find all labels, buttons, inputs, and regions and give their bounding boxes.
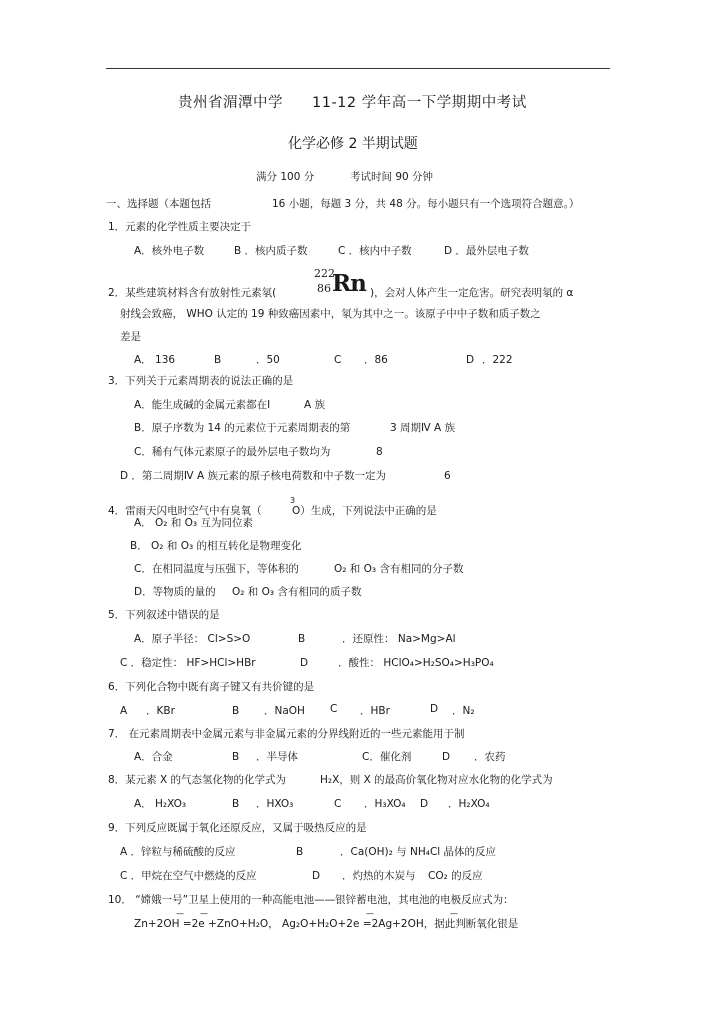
- q4-option-d-1: D．等物质的量的: [134, 586, 216, 598]
- q1-option-b: B ．核内质子数: [234, 245, 308, 257]
- school-name: 贵州省湄潭中学: [178, 95, 283, 111]
- q10-minus-1: —: [176, 909, 184, 918]
- section-instructions-b: 16 小题，每题 3 分，共 48 分。每小题只有一个选项符合题意。）: [272, 198, 580, 210]
- q9-stem: 9．下列反应既属于氧化还原反应，又属于吸热反应的是: [108, 822, 367, 834]
- q10-stem: 10． “嫦娥一号”卫星上使用的一种高能电池——银锌蓄电池，其电池的电极反应式为：: [108, 894, 514, 906]
- q1-stem: 1．元素的化学性质主要决定于: [108, 221, 252, 233]
- q6-option-c-value: ．HBr: [360, 705, 390, 717]
- q5-option-c: C ．稳定性： HF>HCl>HBr: [120, 657, 256, 669]
- q5-option-d-value: ．酸性： HClO₄>H₂SO₄>H₃PO₄: [338, 657, 494, 669]
- q7-option-b-value: ．半导体: [256, 751, 298, 763]
- nuclide-atomic-number: 86: [317, 282, 331, 295]
- q2-option-a: A． 136: [134, 354, 176, 366]
- q3-option-c-2: 8: [376, 446, 383, 458]
- q6-option-b-value: ．NaOH: [264, 705, 305, 717]
- q4-option-d-2: O₂ 和 O₃ 含有相同的质子数: [232, 586, 362, 598]
- q7-option-c: C．催化剂: [362, 751, 412, 763]
- q7-option-d-value: ．农药: [474, 751, 506, 763]
- q5-option-b-label: B: [298, 633, 306, 645]
- q7-option-b-label: B: [232, 751, 240, 763]
- q3-option-b-1: B．原子序数为 14 的元素位于元素周期表的第: [134, 422, 351, 434]
- nuclide-symbol: Rn: [332, 270, 366, 297]
- subject-title: 化学必修 2 半期试题: [288, 136, 418, 152]
- q8-option-c-label: C: [334, 798, 342, 810]
- q10-equation: Zn+2OH =2e +ZnO+H₂O， Ag₂O+H₂O+2e =2Ag+2OH，据此判断氧化银是: [134, 918, 519, 930]
- q2-option-b-label: B: [214, 354, 222, 366]
- q2-option-d-value: ．222: [482, 354, 513, 366]
- exam-title: 11-12 学年高一下学期期中考试: [312, 95, 527, 111]
- q6-option-a-value: ．KBr: [146, 705, 175, 717]
- q2-stem-a: 2．某些建筑材料含有放射性元素氡(: [108, 287, 277, 299]
- q4-option-b: B． O₂ 和 O₃ 的相互转化是物理变化: [130, 540, 302, 552]
- exam-time: 考试时间 90 分钟: [350, 171, 434, 183]
- q2-line2: 射线会致癌， WHO 认定的 19 种致癌因素中，氡为其中之一。该原子中中子数和质子数之: [120, 308, 541, 320]
- q5-option-d-label: D: [300, 657, 309, 669]
- q10-minus-4: —: [450, 909, 458, 918]
- q9-option-c: C ．甲烷在空气中燃烧的反应: [120, 870, 257, 882]
- q7-option-a: A．合金: [134, 751, 173, 763]
- q6-option-b-label: B: [232, 705, 240, 717]
- q7-option-d-label: D: [442, 751, 451, 763]
- q8-option-b-label: B: [232, 798, 240, 810]
- q10-minus-2: —: [200, 909, 208, 918]
- q2-option-c-label: C: [334, 354, 342, 366]
- nuclide-mass-number: 222: [314, 267, 335, 280]
- q1-option-c: C ．核内中子数: [338, 245, 412, 257]
- q5-option-a: A．原子半径： Cl>S>O: [134, 633, 251, 645]
- header-rule: [106, 68, 610, 69]
- q9-option-a: A ．锌粒与稀硫酸的反应: [120, 846, 236, 858]
- q8-option-a: A． H₂XO₃: [134, 798, 187, 810]
- q4-option-a: A． O₂ 和 O₃ 互为同位素: [134, 517, 253, 529]
- q9-option-d-value-2: CO₂ 的反应: [428, 870, 483, 882]
- q4-stem-a: 4．雷雨天闪电时空气中有臭氧（: [108, 505, 262, 517]
- q9-option-d-label: D: [312, 870, 321, 882]
- q3-option-d-1: D ．第二周期Ⅳ A 族元素的原子核电荷数和中子数一定为: [120, 470, 386, 482]
- q4-option-c-2: O₂ 和 O₃ 含有相同的分子数: [334, 563, 464, 575]
- q3-option-d-2: 6: [444, 470, 451, 482]
- q2-option-c-value: ．86: [364, 354, 388, 366]
- q1-option-a: A．核外电子数: [134, 245, 205, 257]
- q3-stem: 3．下列关于元素周期表的说法正确的是: [108, 375, 294, 387]
- q4-option-c-1: C．在相同温度与压强下，等体积的: [134, 563, 299, 575]
- q5-stem: 5．下列叙述中错误的是: [108, 609, 220, 621]
- q4-stem-b: O）生成，下列说法中正确的是: [292, 505, 437, 517]
- q8-option-b-value: ．HXO₃: [256, 798, 294, 810]
- q8-stem-a: 8．某元素 X 的气态氢化物的化学式为: [108, 774, 287, 786]
- q10-minus-3: —: [366, 909, 374, 918]
- section-instructions-a: 一、选择题（本题包括: [106, 198, 211, 210]
- q3-option-b-2: 3 周期Ⅳ A 族: [390, 422, 456, 434]
- q6-option-d-value: ．N₂: [452, 705, 475, 717]
- q9-option-b-value: ．Ca(OH)₂ 与 NH₄Cl 晶体的反应: [340, 846, 497, 858]
- q8-option-d-label: D: [420, 798, 429, 810]
- q3-option-c-1: C．稀有气体元素原子的最外层电子数均为: [134, 446, 331, 458]
- q6-option-a-label: A: [120, 705, 128, 717]
- q9-option-b-label: B: [296, 846, 304, 858]
- q8-option-d-value: ．H₂XO₄: [448, 798, 490, 810]
- q7-stem: 7． 在元素周期表中金属元素与非金属元素的分界线附近的一些元素能用于制: [108, 728, 465, 740]
- q3-option-a-2: A 族: [304, 399, 326, 411]
- q5-option-b-value: ．还原性： Na>Mg>Al: [342, 633, 456, 645]
- q2-stem-b: )，会对人体产生一定危害。研究表明氡的 α: [370, 287, 574, 299]
- q2-line3: 差是: [120, 331, 141, 343]
- q6-option-c-label: C: [330, 703, 338, 715]
- q6-option-d-label: D: [430, 703, 439, 715]
- q2-option-b-value: ．50: [256, 354, 280, 366]
- q8-option-c-value: ．H₃XO₄: [364, 798, 406, 810]
- full-score: 满分 100 分: [256, 171, 315, 183]
- q9-option-d-value: ．灼热的木炭与: [342, 870, 416, 882]
- q2-option-d-label: D: [466, 354, 475, 366]
- q4-superscript: 3: [290, 496, 296, 505]
- q8-stem-b: H₂X，则 X 的最高价氧化物对应水化物的化学式为: [320, 774, 553, 786]
- radon-nuclide-symbol: [311, 267, 366, 300]
- q1-option-d: D ．最外层电子数: [444, 245, 529, 257]
- q3-option-a-1: A．能生成碱的金属元素都在Ⅰ: [134, 399, 271, 411]
- q6-stem: 6．下列化合物中既有离子键又有共价键的是: [108, 681, 315, 693]
